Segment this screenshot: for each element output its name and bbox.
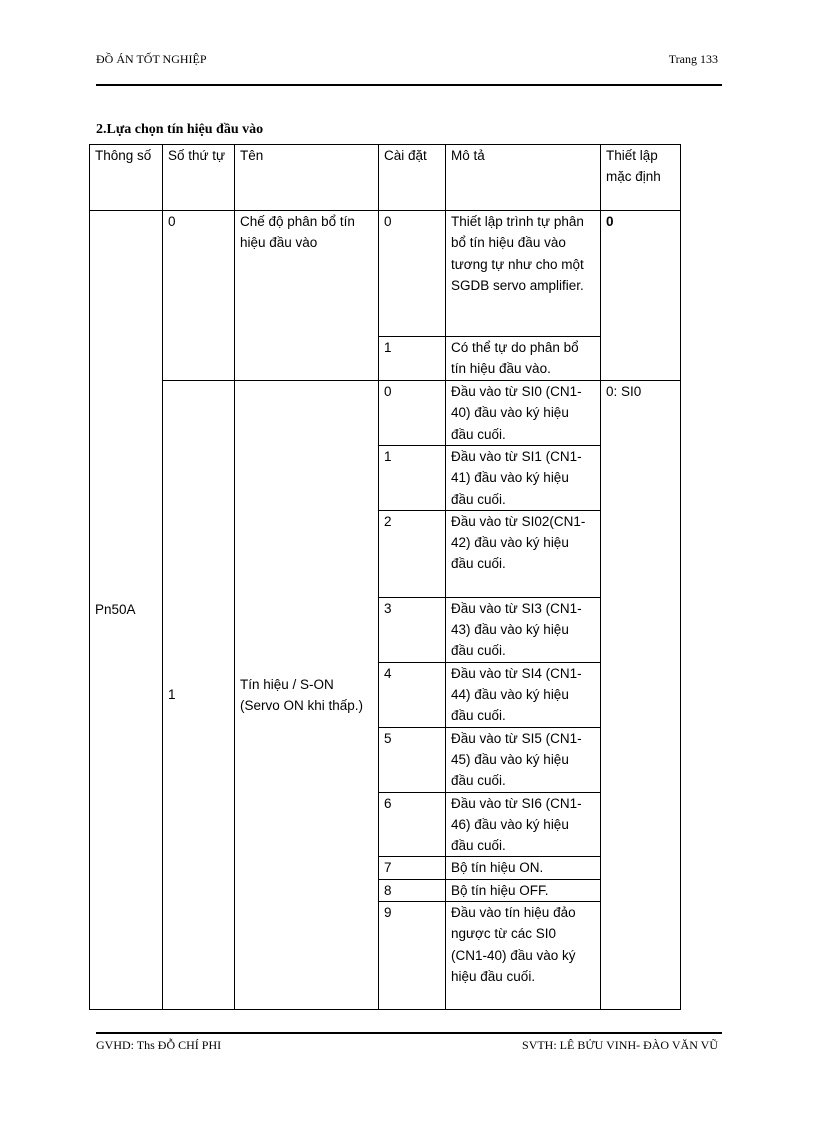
column-header: Thiết lập mặc định (601, 145, 681, 211)
description-cell: Đầu vào từ SI5 (CN1-45) đầu vào ký hiệu đầu cuối. (446, 727, 601, 792)
footer-rule (96, 1032, 722, 1034)
header-rule (96, 84, 722, 86)
description-cell: Đầu vào từ SI02(CN1-42) đầu vào ký hiệu đầu cuối. (446, 510, 601, 597)
setting-cell: 1 (379, 337, 446, 381)
setting-cell: 6 (379, 792, 446, 857)
footer-right: SVTH: LÊ BỬU VINH- ĐÀO VĂN VŨ (522, 1038, 718, 1052)
column-header: Tên (235, 145, 379, 211)
header-page-number: Trang 133 (668, 52, 718, 66)
description-cell: Đầu vào từ SI1 (CN1-41) đầu vào ký hiệu đầu cuối. (446, 446, 601, 511)
index-cell: 1 (163, 381, 235, 1010)
description-cell: Đầu vào từ SI3 (CN1-43) đầu vào ký hiệu đầu cuối. (446, 597, 601, 662)
column-header: Mô tả (446, 145, 601, 211)
param-cell: Pn50A (90, 211, 163, 1010)
setting-cell: 5 (379, 727, 446, 792)
table-row (90, 381, 681, 446)
description-cell: Thiết lập trình tự phân bổ tín hiệu đầu vào tương tự như cho một SGDB servo amplifier. (446, 211, 601, 337)
name-cell: Chế độ phân bổ tín hiệu đầu vào (235, 211, 379, 381)
setting-cell: 3 (379, 597, 446, 662)
column-header: Số thứ tự (163, 145, 235, 211)
description-cell: Bộ tín hiệu OFF. (446, 879, 601, 901)
table-row (90, 211, 681, 337)
column-header: Thông số (90, 145, 163, 211)
description-cell: Đầu vào từ SI0 (CN1-40) đầu vào ký hiệu đầu cuối. (446, 381, 601, 446)
setting-cell: 9 (379, 902, 446, 1010)
header-left: ĐỒ ÁN TỐT NGHIỆP (96, 52, 207, 66)
setting-cell: 4 (379, 662, 446, 727)
description-cell: Bộ tín hiệu ON. (446, 857, 601, 879)
index-cell: 0 (163, 211, 235, 381)
column-header: Cài đặt (379, 145, 446, 211)
default-cell: 0: SI0 (601, 381, 681, 1010)
table-header-row (90, 145, 681, 211)
setting-cell: 0 (379, 211, 446, 337)
description-cell: Có thể tự do phân bổ tín hiệu đầu vào. (446, 337, 601, 381)
description-cell: Đầu vào tín hiệu đảo ngược từ các SI0 (CN1-40) đầu vào ký hiệu đầu cuối. (446, 902, 601, 1010)
footer-left: GVHD: Ths ĐỖ CHÍ PHI (96, 1038, 222, 1052)
default-cell: 0 (601, 211, 681, 381)
setting-cell: 1 (379, 446, 446, 511)
section-title: 2.Lựa chọn tín hiệu đầu vào (96, 122, 264, 137)
setting-cell: 7 (379, 857, 446, 879)
setting-cell: 2 (379, 510, 446, 597)
parameter-table (89, 144, 681, 1010)
name-cell: Tín hiệu / S-ON (Servo ON khi thấp.) (235, 381, 379, 1010)
setting-cell: 0 (379, 381, 446, 446)
setting-cell: 8 (379, 879, 446, 901)
description-cell: Đầu vào từ SI4 (CN1-44) đầu vào ký hiệu đầu cuối. (446, 662, 601, 727)
description-cell: Đầu vào từ SI6 (CN1-46) đầu vào ký hiệu đầu cuối. (446, 792, 601, 857)
